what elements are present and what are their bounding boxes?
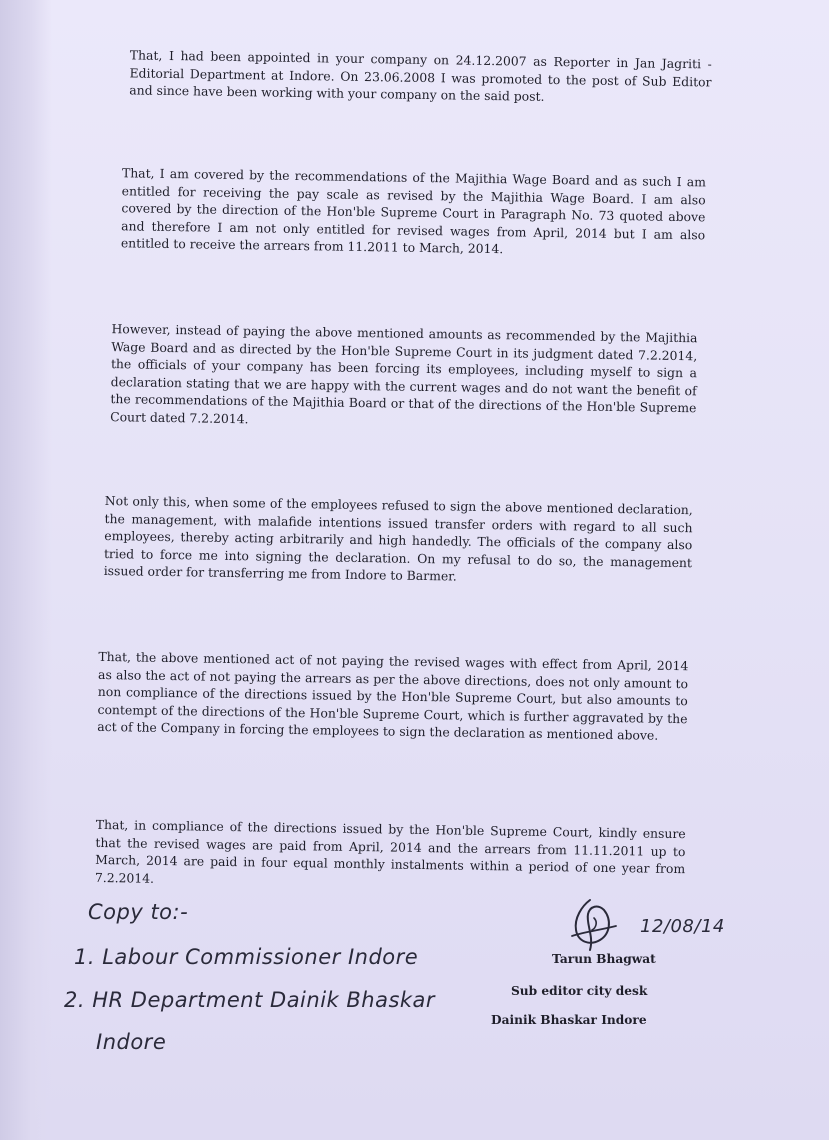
paragraph-wage-board-coverage: That, I am covered by the recommendations of the Majithia Wage Board and as such I am entitled for receiving the pay scale as revised by the Majithia Wage Board. I am also covered by the direction of the Hon'ble Supreme Court in Paragraph No. 73 quoted above and therefore I am not only entitled for revised wages from April, 2014 but I am also entitled to receive the arrears from 11.2011 to March, 2014.: [120, 165, 707, 257]
handwritten-copy-item-2: 2. HR Department Dainik Bhaskar: [64, 988, 436, 1012]
signatory-role: Sub editor city desk: [511, 984, 648, 998]
handwritten-date: 12/08/14: [640, 916, 725, 937]
paragraph-request: That, in compliance of the directions issued by the Hon'ble Supreme Court, kindly ensure that the revised wages are paid from April, 2014 and the arrears from 11.11.2011 up to March, 2014 are paid in four equal monthly instalments within a period of one year from 7.2.2014.: [94, 816, 686, 886]
signatory-name: Tarun Bhagwat: [552, 952, 656, 966]
paragraph-declaration-pressure: However, instead of paying the above mentioned amounts as recommended by the Majithia Wage Board and as directed by the Hon'ble Supreme Court in its judgment dated 7.2.2014, the officials of your company has been forcing its employees, including myself to sign a declaration stating that we are happy with the current wages and do not want the benefit of the recommendations of the Majithia Board or that of the directions of the Hon'ble Supreme Court dated 7.2.2014.: [110, 321, 698, 427]
handwritten-copy-item-1: 1. Labour Commissioner Indore: [74, 945, 419, 969]
letter-body: [94, 46, 712, 886]
signature-icon: [560, 896, 622, 954]
page-edge-shadow: [0, 0, 52, 1140]
signatory-organization: Dainik Bhaskar Indore: [491, 1013, 647, 1027]
paragraph-contempt: That, the above mentioned act of not paying the revised wages with effect from April, 2014 as also the act of not paying the arrears as per the above directions, does not only amount to non compliance of the directions issued by the Hon'ble Supreme Court, but also amounts to contempt of the directions of the Hon'ble Supreme Court, which is further aggravated by the act of the Company in forcing the employees to sign the declaration as mentioned above.: [97, 648, 689, 744]
handwritten-copy-to: Copy to:-: [88, 900, 189, 924]
handwritten-copy-item-2-continued: Indore: [96, 1030, 167, 1054]
paragraph-transfer-orders: Not only this, when some of the employees refused to sign the above mentioned declaration, the management, with malafide intentions issued transfer orders with regard to all such employees, thereby acting arbitrarily and high handedly. The officials of the company also tried to force me into signing the declaration. On my refusal to do so, the management issued order for transferring me from Indore to Barmer.: [103, 493, 693, 584]
paragraph-appointment: That, I had been appointed in your company on 24.12.2007 as Reporter in Jan Jagriti - Editorial Department at Indore. On 23.06.2008 I was promoted to the post of Sub Editor and since have been working with your company on the said post.: [129, 47, 712, 105]
